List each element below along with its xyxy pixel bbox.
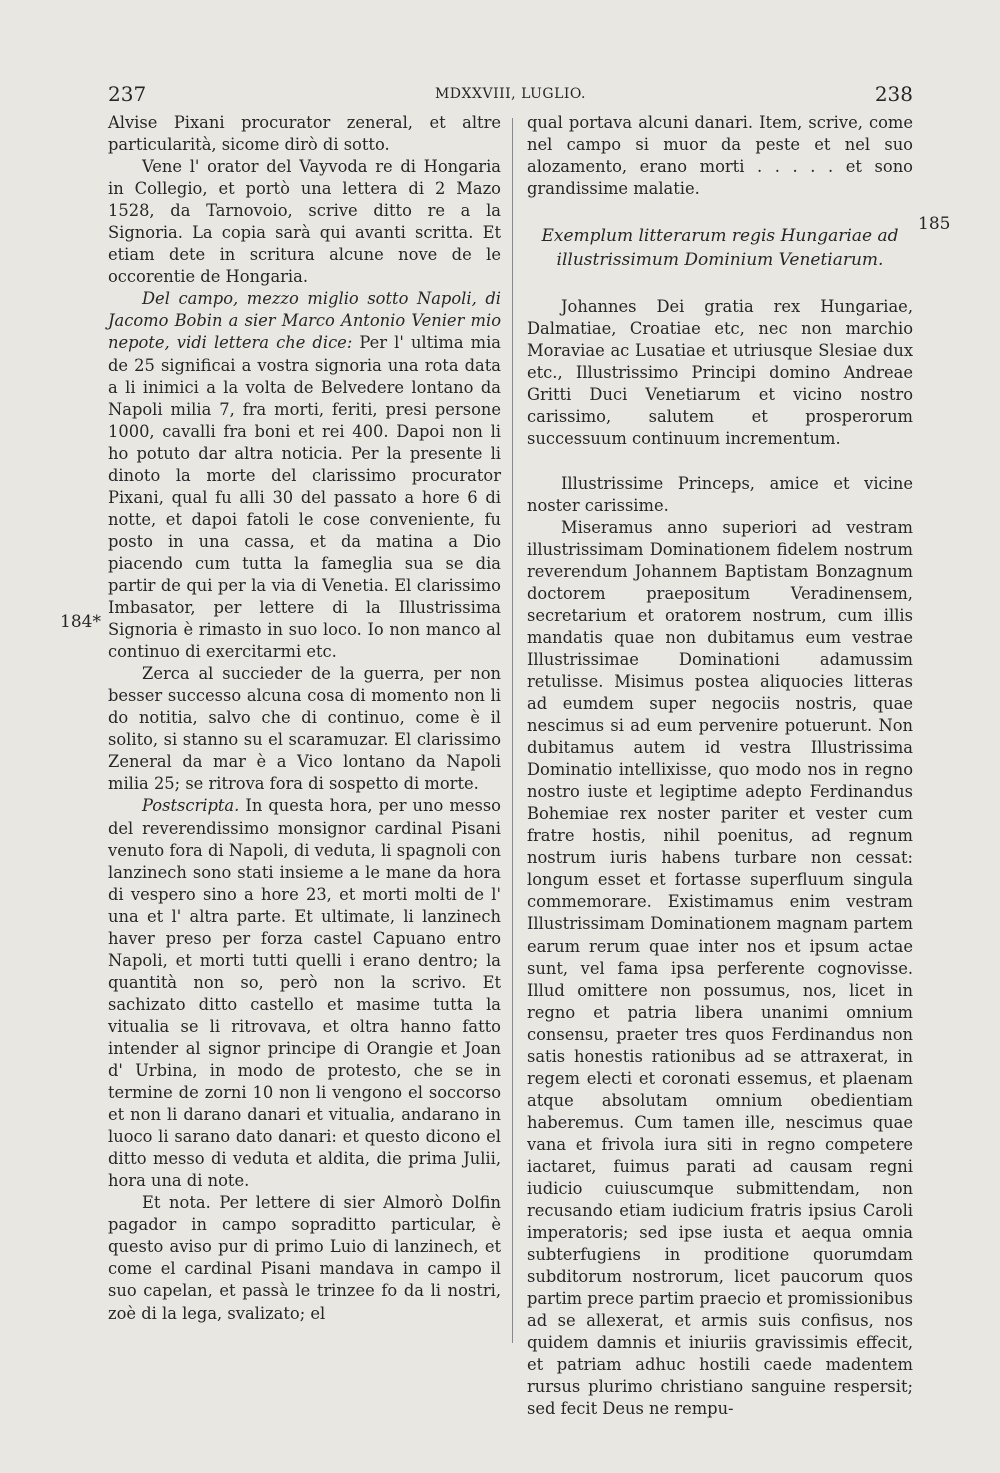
paragraph: [108, 795, 501, 1192]
paragraph: [108, 288, 501, 663]
margin-note-left: 184*: [60, 612, 101, 632]
paragraph: Alvise Pixani procurator zeneral, et altre particularità, sicome dirò di sotto.: [108, 113, 501, 155]
paragraph: Et nota. Per lettere di sier Almorò Dolfin pagador in campo sopraditto particular, è questo aviso pur di primo Luio di lanzinech, et come el cardinal Pisani mandava in campo il suo capelan, et passà le trinzee fo da li nostri, zoè di la lega, svalizato; el: [108, 1193, 501, 1323]
paragraph: qual portava alcuni danari. Item, scrive, come nel campo si muor da peste et nel suo alozamento, erano morti . . . . . et sono grandissime malatie.: [527, 113, 913, 199]
paragraph: Zerca al succieder de la guerra, per non besser successo alcuna cosa di momento non li do notitia, salvo che di continuo, come è il solito, si stanno su el scaramuzar. El clarissimo Zeneral da mar è a Vico lontano da Napoli milia 25; se ritrova fora di sospetto di morte.: [108, 664, 501, 794]
paragraph-text: Per l' ultima mia de 25 significai a vostra signoria una rota data a li inimici a la volta de Belvedere lontano da Napoli milia 7, fra morti, feriti, presi persone 1000, cavalli fra boni et rei 400. Dapoi non li ho potuto dar altra noticia. Per la presente li dinoto la morte del clarissimo procurator Pixani, qual fu alli 30 del passato a hore 6 di notte, et dapoi fatoli le cose conveniente, fu posto in una cassa, et da matina a Dio piacendo cum tutta la fameglia sua se dia partir de qui per la via di Venetia. El clarissimo Imbasator, per lettere di la Illustrissima Signoria è rimasto in suo loco. Io non manco al continuo di exercitarmi etc.: [108, 333, 501, 662]
right-column: [527, 112, 913, 1421]
running-header: [108, 82, 913, 112]
column-divider: [512, 118, 513, 1343]
running-title: MDXXVIII, LUGLIO.: [434, 86, 587, 102]
italic-intro: Del campo, mezzo miglio sotto Napoli, di Jacomo Bobin a sier Marco Antonio Venier mio nepote, vidi lettera che dice:: [108, 289, 501, 353]
section-heading: Exemplum litterarum regis Hungariae ad illustrissimum Dominium Venetiarum.: [541, 226, 899, 271]
paragraph: Johannes Dei gratia rex Hungariae, Dalmatiae, Croatiae etc, nec non marchio Moraviae ac Lusatiae et utriusque Slesiae dux etc., Illustrissimo Principi domino Andreae Gritti Duci Venetiarum et vicino nostro carissimo, salutem et prosperorum successuum continuum incrementum.: [527, 297, 913, 449]
paragraph: Illustrissime Princeps, amice et vicine noster carissime.: [527, 473, 913, 515]
italic-intro: Postscripta.: [142, 796, 240, 816]
paragraph: Miseramus anno superiori ad vestram illustrissimam Dominationem fidelem nostrum reverendum Johannem Baptistam Bonzagnum doctorem praepositum Veradinensem, secretarium et oratorem nostrum, cum illis mandatis quae non dubitamus eum vestrae Illustrissimae Dominationi adamussim retulisse. Misimus postea aliquocies litteras ad eumdem super negociis nostris, quae nescimus si ad eum pervenire potuerunt. Non dubitamus autem id vestra Illustrissima Dominatio intellixisse, quo modo nos in regno nostro iuste et legiptime adepto Ferdinandus Bohemiae rex noster pariter et vester cum fratre hostis, nihil poenitus, ad regnum nostrum iuris habens turbare non cessat: longum esset et fortasse superfluum singula commemorare. Existimamus enim vestram Illustrissimam Dominationem magnam partem earum rerum quae inter nos et ipsum actae sunt, vel fama ipsa perferente cognovisse. Illud omittere non possumus, nos, licet in regno et patria libera unanimi omnium consensu, praeter tres quos Ferdinandus non satis honestis rationibus ad se attraxerat, in regem electi et coronati essemus, et plaenam atque absolutam omnium obedientiam haberemus. Cum tamen ille, nescimus quae vana et frivola iura siti in regno competere iactaret, fuimus parati ad causam regni iudicio cuiuscumque submittendam, non recusando etiam iudicium fratris ipsius Caroli imperatoris; sed ipse iusta et aequa omnia subterfugiens in proditione quorumdam subditorum nostrorum, licet paucorum quos partim prece partim praecio et promissionibus ad se allexerat, et armis suis confisus, nos quidem damnis et iniuriis gravissimis effecit, et patriam adhuc hostili caede madentem rursus plurimo christiano sanguine respersit; sed fecit Deus ne rempu-: [527, 517, 913, 1419]
page-number-right: 238: [874, 82, 913, 106]
margin-note-right: 185: [918, 214, 951, 234]
paragraph-text: In questa hora, per uno messo del reverendissimo monsignor cardinal Pisani venuto fora di Napoli, di veduta, li spagnoli con lanzinech sono stati insieme a le mane da hora di vespero sino a hore 23, et morti molti de l' una et l' altra parte. Et ultimate, li lanzinech haver preso per forza castel Capuano entro Napoli, et morti tutti quelli i erano dentro; la quantità non so, però non la scrivo. Et sachizato ditto castello et masime tutta la vitualia se li ritrovava, et oltra hanno fatto intender al signor principe di Orangie et Joan d' Urbina, in modo de protesto, che se in termine de zorni 10 non li vengono el soccorso et non li darano danari et vitualia, andarano in luoco li sarano dato danari: et questo dicono el ditto messo di veduta et aldita, die prima Julii, hora una di note.: [108, 796, 501, 1191]
left-column: [108, 112, 501, 1325]
paragraph: Vene l' orator del Vayvoda re di Hongaria in Collegio, et portò una lettera di 2 Mazo 1528, da Tarnovoio, scrive ditto re a la Signoria. La copia sarà qui avanti scritta. Et etiam dete in scritura alcune nove de le occorentie de Hongaria.: [108, 157, 501, 287]
page-number-left: 237: [108, 82, 147, 106]
